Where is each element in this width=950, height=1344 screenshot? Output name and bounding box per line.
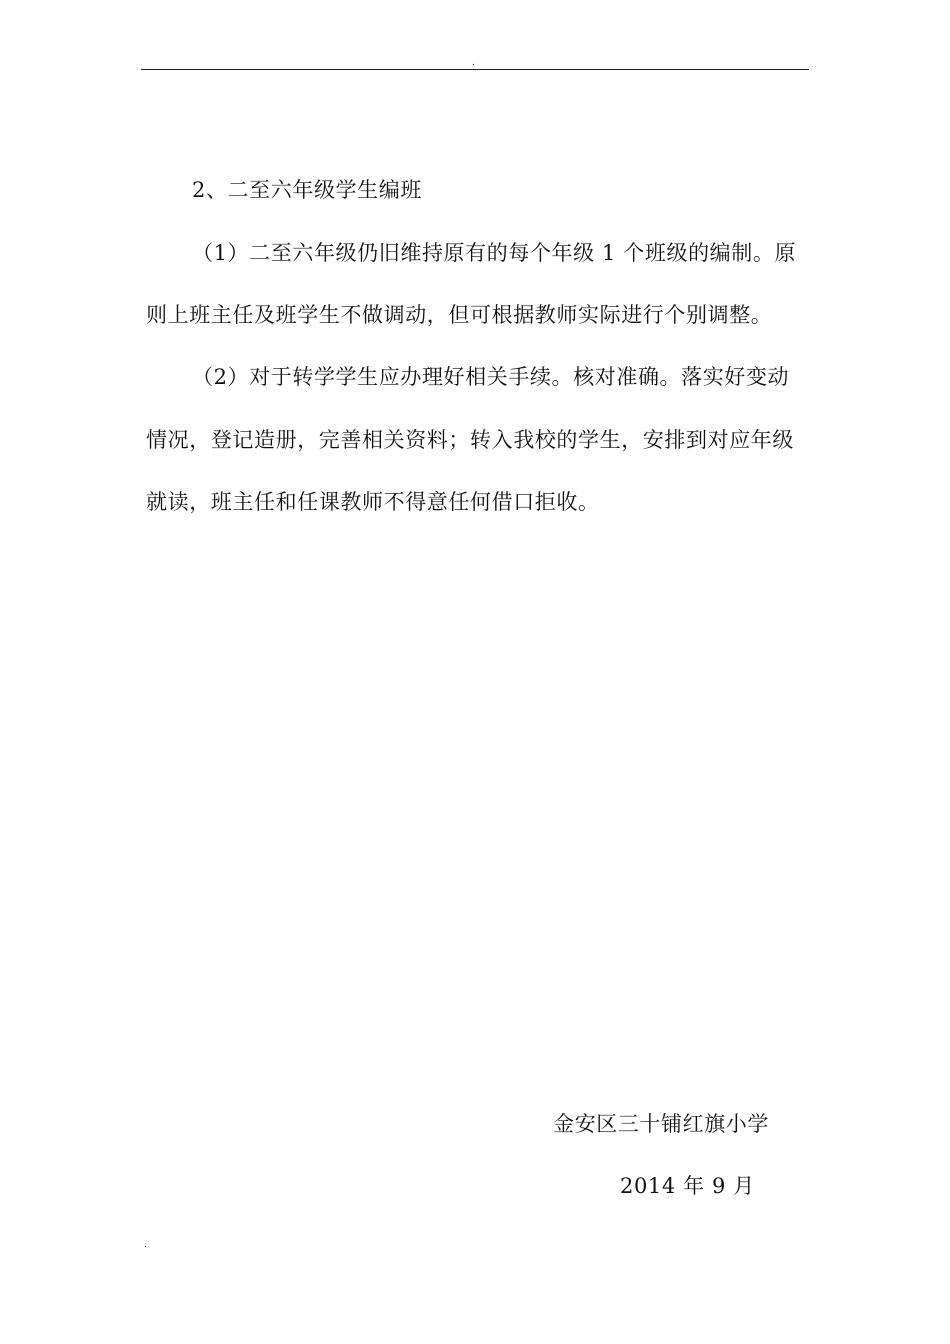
paragraph-2-line-3: 就读，班主任和任课教师不得意任何借口拒收。 <box>146 490 600 514</box>
header-mark: . <box>472 58 475 68</box>
paragraph-1-line-1: （1）二至六年级仍旧维持原有的每个年级 1 个班级的编制。原 <box>192 241 797 265</box>
signature-organization: 金安区三十铺红旗小学 <box>553 1112 769 1136</box>
paragraph-2-line-2: 情况，登记造册，完善相关资料；转入我校的学生，安排到对应年级 <box>146 428 794 452</box>
paragraph-1-line-2: 则上班主任及班学生不做调动，但可根据教师实际进行个别调整。 <box>146 303 773 327</box>
header-rule <box>141 69 809 70</box>
paragraph-2-line-1: （2）对于转学学生应办理好相关手续。核对准确。落实好变动 <box>192 365 790 389</box>
signature-date: 2014 年 9 月 <box>620 1174 755 1198</box>
section-heading: 2、二至六年级学生编班 <box>192 178 422 202</box>
footer-mark: . <box>144 1240 147 1250</box>
